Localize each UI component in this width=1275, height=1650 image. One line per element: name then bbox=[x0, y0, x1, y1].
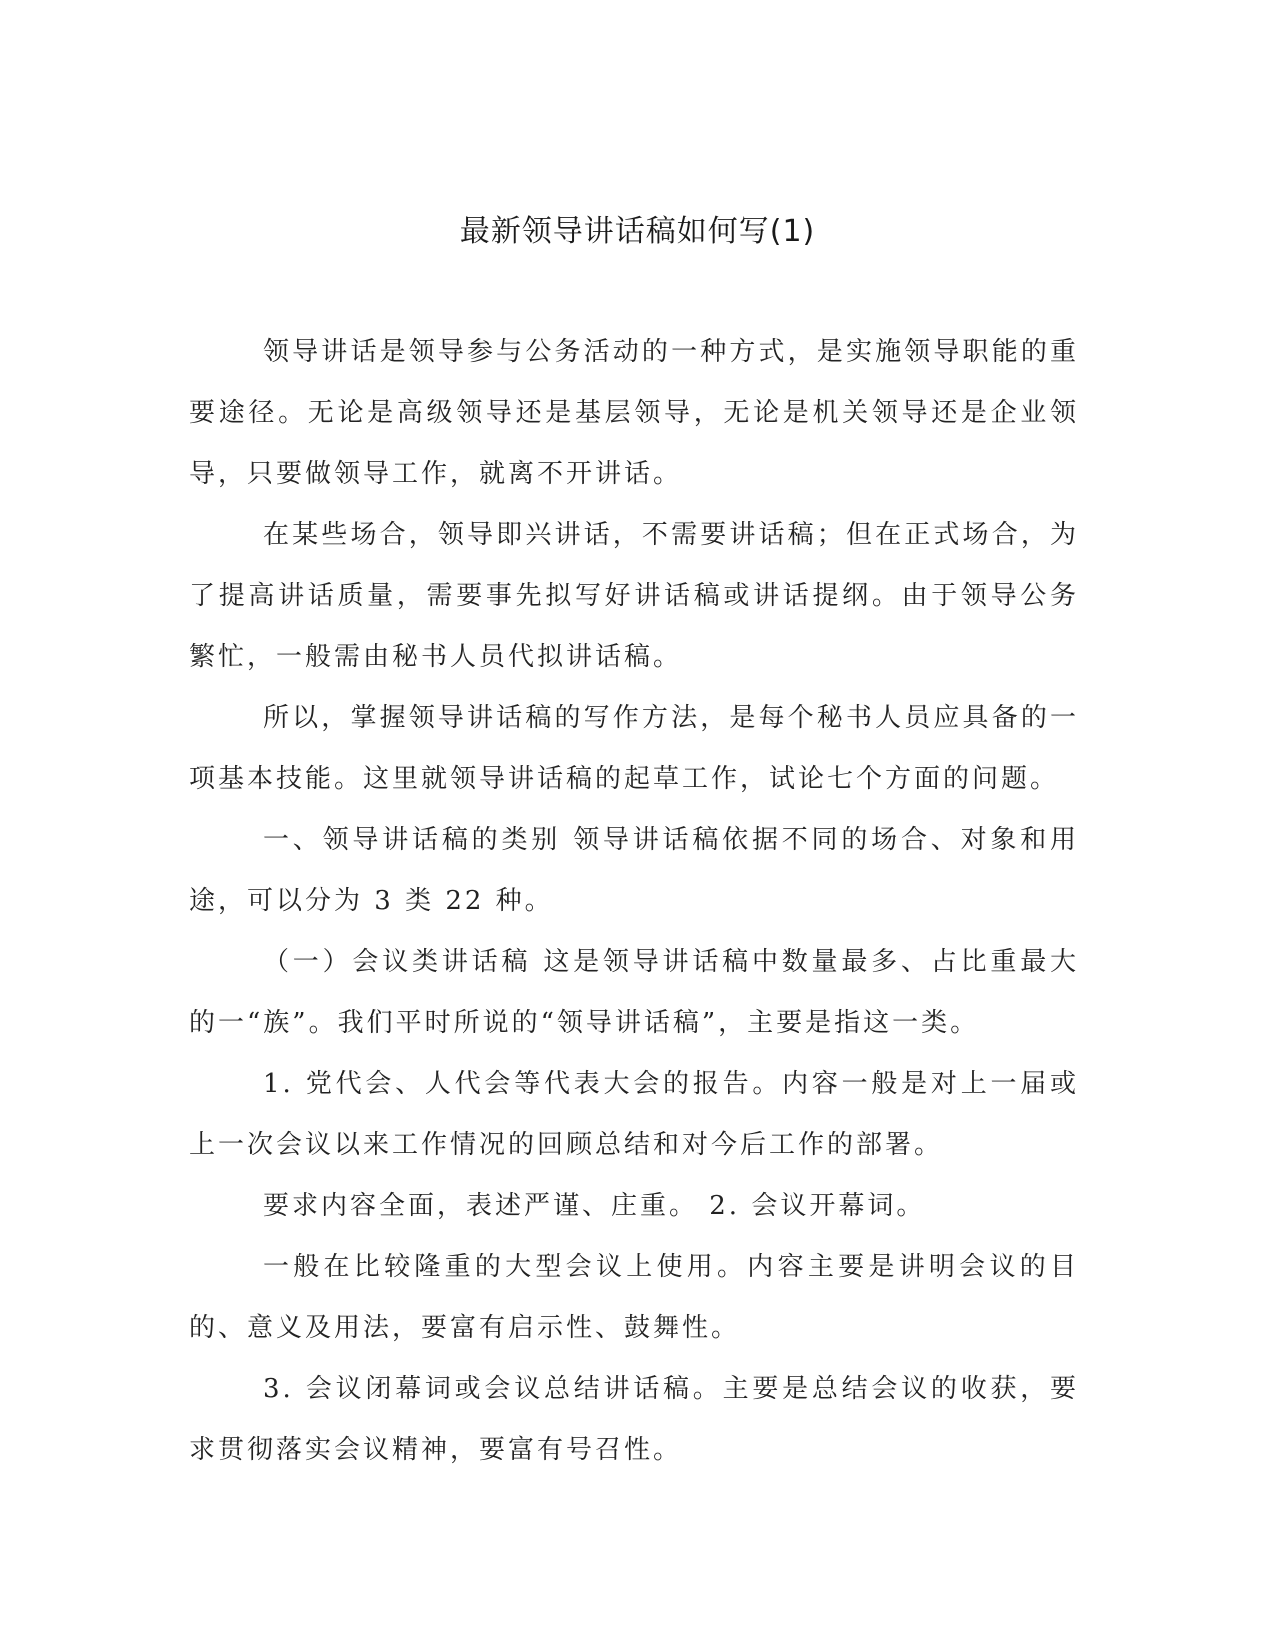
paragraph-6: 1. 党代会、人代会等代表大会的报告。内容一般是对上一届或上一次会议以来工作情况的回顾总结和对今后工作的部署。 bbox=[189, 1069, 1079, 1160]
paragraph-8: 一般在比较隆重的大型会议上使用。内容主要是讲明会议的目的、意义及用法，要富有启示性、鼓舞性。 bbox=[189, 1252, 1079, 1343]
document-title: 最新领导讲话稿如何写(1) bbox=[459, 214, 816, 249]
paragraph-4: 一、领导讲话稿的类别 领导讲话稿依据不同的场合、对象和用途，可以分为 3 类 22 种。 bbox=[189, 825, 1079, 916]
document-body bbox=[189, 322, 1079, 1481]
paragraph-5: （一）会议类讲话稿 这是领导讲话稿中数量最多、占比重最大的一“族”。我们平时所说的“领导讲话稿”，主要是指这一类。 bbox=[189, 947, 1079, 1038]
paragraph-3: 所以，掌握领导讲话稿的写作方法，是每个秘书人员应具备的一项基本技能。这里就领导讲话稿的起草工作，试论七个方面的问题。 bbox=[189, 703, 1079, 794]
paragraph-1: 领导讲话是领导参与公务活动的一种方式，是实施领导职能的重要途径。无论是高级领导还是基层领导，无论是机关领导还是企业领导，只要做领导工作，就离不开讲话。 bbox=[189, 337, 1079, 489]
paragraph-2: 在某些场合，领导即兴讲话，不需要讲话稿；但在正式场合，为了提高讲话质量，需要事先拟写好讲话稿或讲话提纲。由于领导公务繁忙，一般需由秘书人员代拟讲话稿。 bbox=[189, 520, 1079, 672]
paragraph-7: 要求内容全面，表述严谨、庄重。 2. 会议开幕词。 bbox=[263, 1191, 926, 1221]
paragraph-9: 3. 会议闭幕词或会议总结讲话稿。主要是总结会议的收获，要求贯彻落实会议精神，要富有号召性。 bbox=[189, 1374, 1079, 1465]
